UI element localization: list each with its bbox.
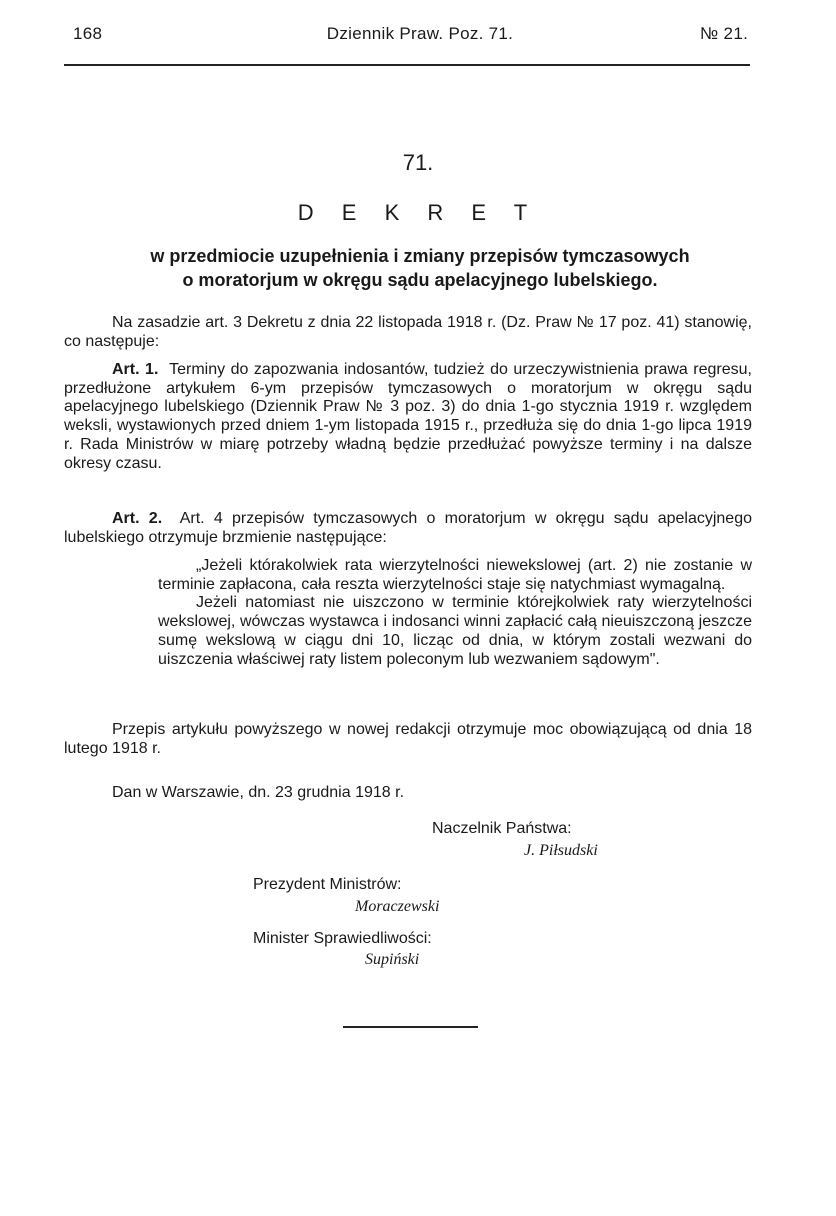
place-date (64, 784, 752, 803)
quote-paragraph-1: „Jeżeli którakolwiek rata wierzytelności niewekslowej (art. 2) nie zostanie w terminie zapłacona, cała reszta wierzytelności staje się natychmiast wymagalną. (158, 557, 752, 593)
subtitle-line-2: o moratorjum w okręgu sądu apelacyjnego lubelskiego. (182, 270, 658, 290)
closing-text: Przepis artykułu powyższego w nowej redakcji otrzymuje moc obowiązującą od dnia 18 lutego 1918 r. (64, 721, 752, 757)
position-number: 71. (402, 150, 434, 175)
header-divider (64, 64, 750, 66)
quote-paragraph-2: Jeżeli natomiast nie uiszczono w terminie którejkolwiek raty wierzytelności wekslowej, wówczas wystawca i indosanci winni zapłacić całą nieuiszczoną jeszcze sumę wekslową w ciągu dni 10, licząc od dnia, w którym zostali wezwani do uiszczenia właściwej raty listem poleconym lub wezwaniem sądowym". (158, 594, 752, 668)
subtitle-line-1: w przedmiocie uzupełnienia i zmiany przepisów tymczasowych (150, 246, 690, 266)
journal-title: Dziennik Praw. Poz. 71. (326, 24, 514, 43)
closing-provision (64, 721, 752, 758)
signature-name-justice-minister: Supiński (365, 951, 420, 968)
signature-name-prime-minister: Moraczewski (355, 898, 440, 915)
document-type: D E K R E T (297, 200, 539, 225)
article-1-text: Terminy do zapozwania indosantów, tudzież do urzeczywistnienia prawa regresu, przedłużone artykułem 6-ym przepisów tymczasowych o moratorjum w okręgu sądu apelacyjnego lubelskiego (Dziennik Praw № 3 poz. 3) do dnia 1-go stycznia 1919 r. względem weksli, wystawionych przed dniem 1-ym listopada 1915 r., przedłuża się do dnia 1-go lipca 1919 r. Rada Ministrów w miarę potrzeby władną będzie przedłużać powyższe terminy i na dalsze okresy czasu. (64, 361, 752, 472)
preamble-text: Na zasadzie art. 3 Dekretu z dnia 22 listopada 1918 r. (Dz. Praw № 17 poz. 41) stanowię, co następuje: (64, 314, 752, 350)
document-subtitle (60, 244, 780, 292)
article-1 (64, 361, 752, 473)
place-date-text: Dan w Warszawie, dn. 23 grudnia 1918 r. (112, 784, 405, 801)
article-1-label: Art. 1. (112, 361, 159, 378)
quoted-provision (158, 557, 752, 669)
signature-role-head-of-state: Naczelnik Państwa: (432, 820, 572, 837)
article-2 (64, 510, 752, 547)
signature-name-head-of-state: J. Piłsudski (524, 842, 598, 859)
page-number: 168 (73, 24, 103, 43)
article-2-text: Art. 4 przepisów tymczasowych o moratorjum w okręgu sądu apelacyjnego lubelskiego otrzymuje brzmienie następujące: (64, 510, 752, 546)
issue-number: № 21. (700, 24, 749, 43)
article-2-label: Art. 2. (112, 510, 163, 527)
signature-role-prime-minister: Prezydent Ministrów: (253, 876, 402, 893)
preamble (64, 314, 752, 351)
signature-role-justice-minister: Minister Sprawiedliwości: (253, 930, 432, 947)
end-divider (343, 1026, 478, 1028)
